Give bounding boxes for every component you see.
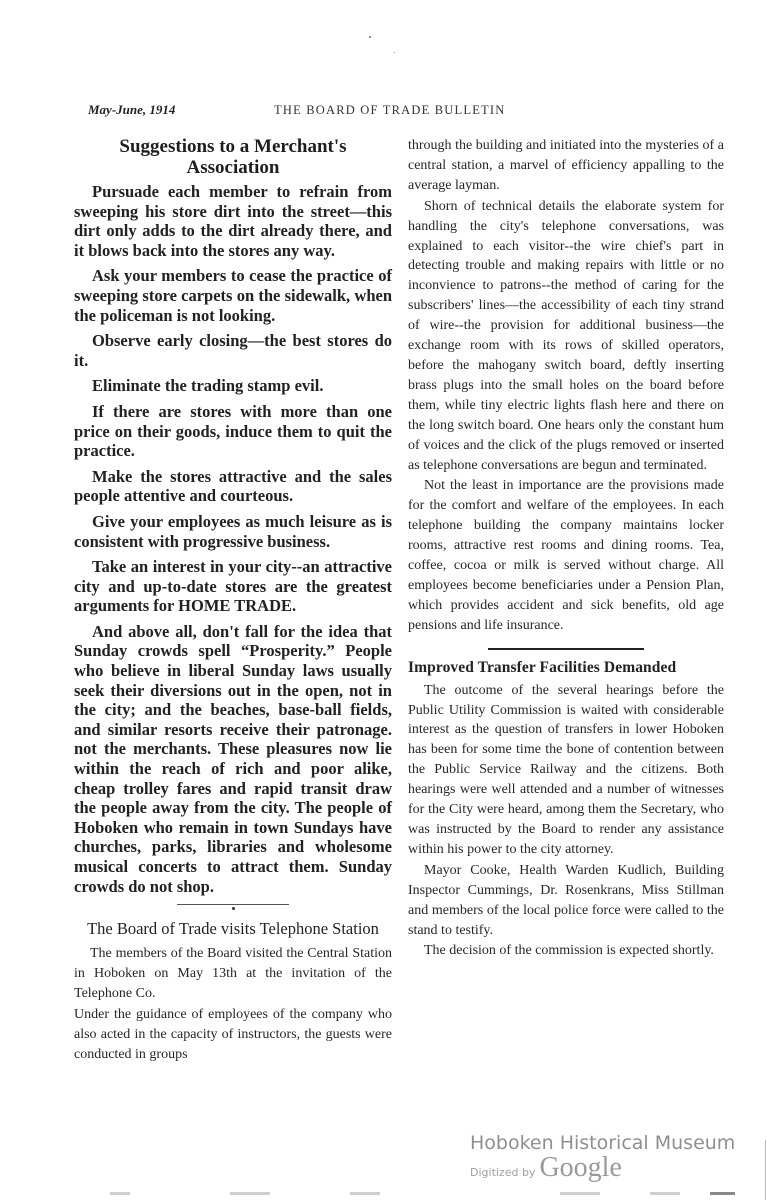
- article-paragraph: And above all, don't fall for the idea that Sunday crowds spell “Prosperity.” People who believe in liberal Sunday laws usually seek their diversions out in the open, not in the city; and the beaches, base-ball fields, and similar resorts receive their patronage. not the merchants. These pleasures now lie within the reach of rich and poor alike, cheap trolley fares and rapid transit draw the people away from the city. The people of Hoboken who remain in town Sundays have churches, parks, libraries and wholesome musical concerts to attract them. Sunday crowds do not shop.: [74, 621, 392, 896]
- section-divider: [177, 904, 289, 905]
- scan-speck: [394, 52, 395, 53]
- article-title-merchants-association: Suggestions to a Merchant's Association: [119, 136, 347, 178]
- article-paragraph: Ask your members to cease the practice of sweeping store carpets on the sidewalk, when the policeman is not looking.: [74, 266, 392, 325]
- article-title-transfer-facilities: Improved Transfer Facilities Demanded: [408, 658, 677, 676]
- article-paragraph: If there are stores with more than one price on their goods, induce them to quit the practice.: [74, 401, 392, 461]
- right-column: [408, 136, 724, 962]
- article-paragraph: Make the stores attractive and the sales people attentive and courteous.: [74, 466, 392, 506]
- issue-date: May-June, 1914: [88, 102, 176, 117]
- scan-artifact: [230, 1192, 270, 1195]
- section-divider: [488, 648, 644, 650]
- scan-artifact: [650, 1192, 680, 1195]
- article-paragraph: The outcome of the several hearings before the Public Utility Commission is waited with considerable interest as the question of transfers in lower Hoboken has been for some time the bone of contention between the Public Service Railway and the citizens. Both hearings were well attended and a number of witnesses for the City were heard, among them the Secretary, who was instructed by the Board to render any assistance within his power to the city attorney.: [408, 682, 724, 857]
- article-paragraph: Mayor Cooke, Health Warden Kudlich, Building Inspector Cummings, Dr. Rosenkrans, Miss Stillman and members of the local police force were called to the stand to testify.: [408, 862, 724, 938]
- running-header: [88, 102, 738, 122]
- google-logo: Google: [539, 1152, 622, 1183]
- article-paragraph: Pursuade each member to refrain from sweeping his store dirt into the street—this dirt only adds to the dirt already there, and it blows back into the stores any way.: [74, 182, 392, 260]
- digitization-watermark: [470, 1132, 760, 1184]
- divider-dot: [232, 907, 235, 910]
- article-paragraph: Observe early closing—the best stores do it.: [74, 331, 392, 370]
- digitized-by-line: [470, 1152, 760, 1184]
- article-paragraph-continued: through the building and initiated into the mysteries of a central station, a marvel of efficiency appalling to the average layman.: [408, 138, 724, 193]
- scan-artifact: [560, 1192, 600, 1195]
- publication-title: THE BOARD OF TRADE BULLETIN: [274, 103, 506, 117]
- article-paragraph: Give your employees as much leisure as is consistent with progressive business.: [74, 511, 392, 551]
- article-paragraph: The decision of the commission is expected shortly.: [424, 943, 714, 959]
- article-paragraph: The members of the Board visited the Central Station in Hoboken on May 13th at the invitation of the Telephone Co.: [74, 946, 392, 1001]
- article-paragraph: Shorn of technical details the elaborate system for handling the city's telephone conversations, was explained to each visitor--the wire chief's part in detecting trouble and making repairs with little or no inconvience to patrons--the method of caring for the subscribers' lines—the accessibility of each tiny strand of wire--the provision for additional business—the exchange room with its rows of skilled operators, before the mahogany switch board, deftly inserting brass plugs into the small holes on the board before them, while tiny electric lights flash here and there on the long switch board. One hears only the constant hum of voices and the click of the plugs removed or inserted as telephone conversations are begun and terminated.: [408, 198, 724, 473]
- scan-speck: [369, 36, 371, 38]
- scan-artifact: [710, 1192, 735, 1195]
- article-paragraph: Take an interest in your city--an attractive city and up-to-date stores are the greatest arguments for HOME TRADE.: [74, 557, 392, 616]
- scan-artifact: [110, 1192, 130, 1195]
- digitized-by-label: Digitized by: [470, 1166, 536, 1179]
- article-paragraph: Not the least in importance are the provisions made for the comfort and welfare of the employees. In each telephone building the company maintains locker rooms, attractive rest rooms and dining rooms. Tea, coffee, cocoa or milk is served without charge. All employees become beneficiaries under a Pension Plan, which provides accident and sick benefits, old age pensions and life insurance.: [408, 478, 724, 633]
- museum-name: Hoboken Historical Museum: [470, 1132, 736, 1154]
- left-column: [74, 136, 392, 1065]
- page-edge: [765, 1140, 766, 1200]
- scan-artifact: [350, 1192, 380, 1195]
- article-paragraph: Eliminate the trading stamp evil.: [92, 376, 324, 396]
- article-title-telephone-station: The Board of Trade visits Telephone Station: [87, 919, 379, 939]
- article-paragraph: Under the guidance of employees of the company who also acted in the capacity of instructors, the guests were conducted in groups: [74, 1006, 392, 1062]
